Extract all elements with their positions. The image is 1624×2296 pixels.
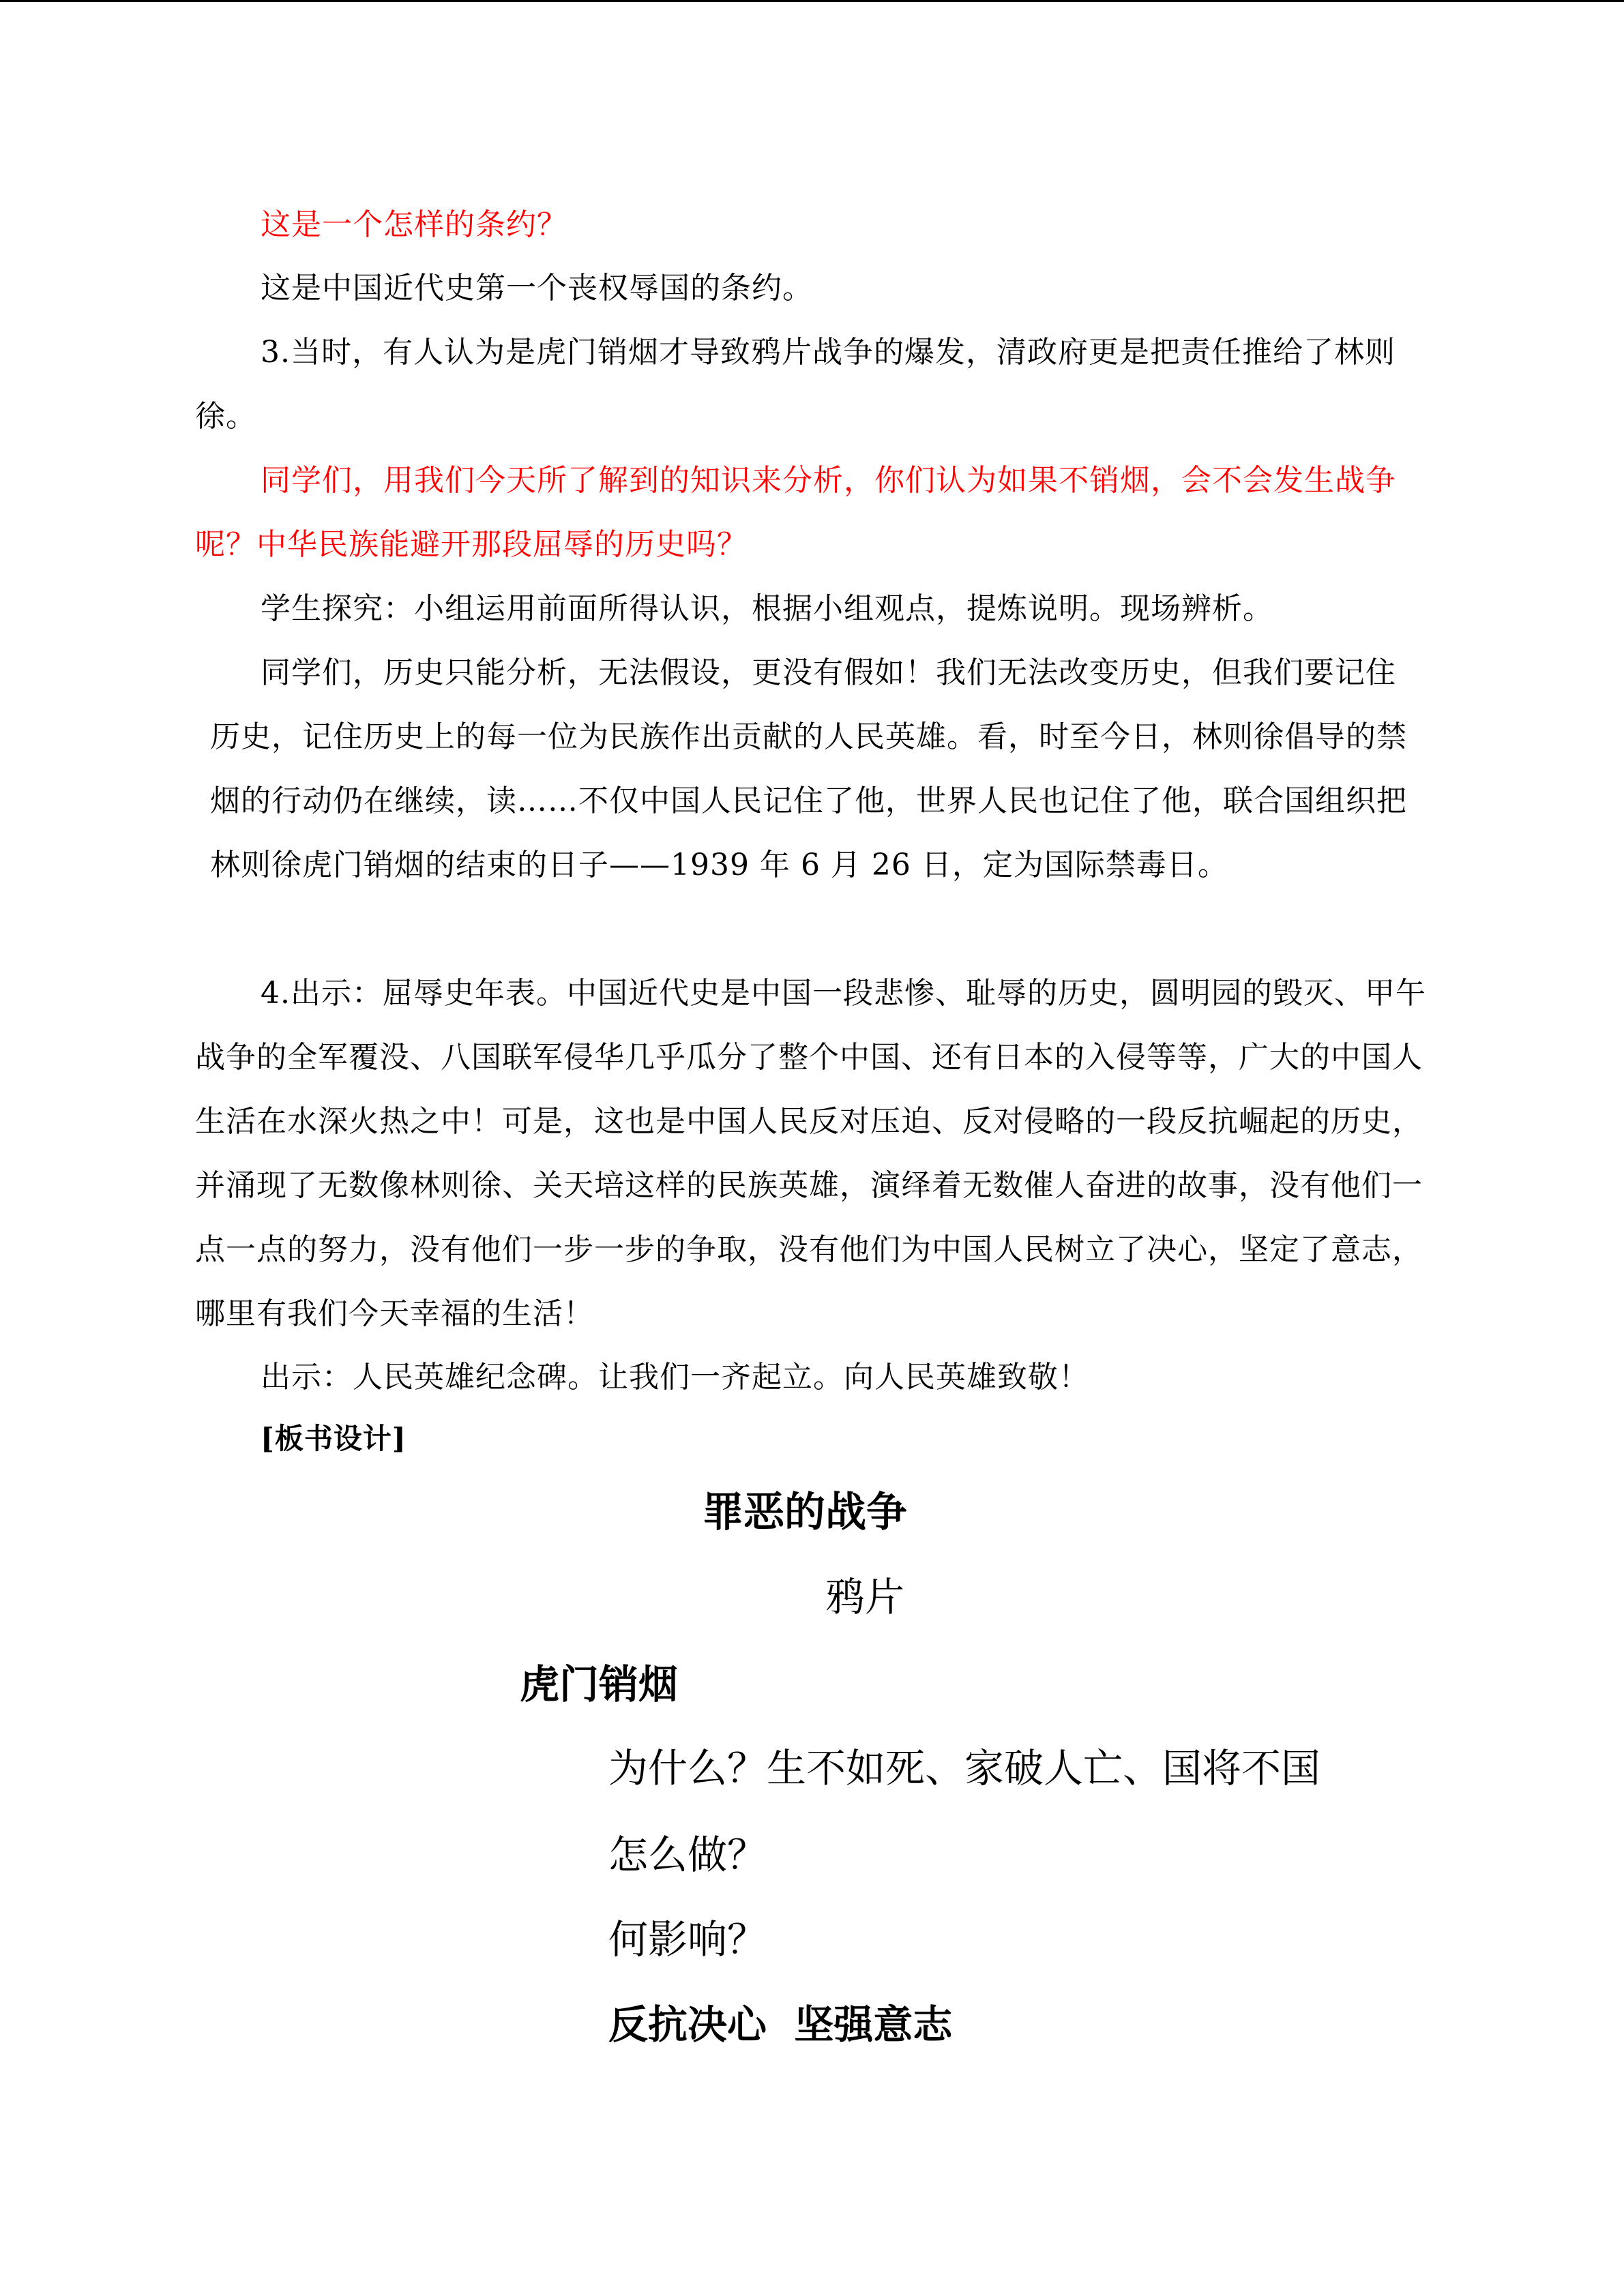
question-treaty: 这是一个怎样的条约？ — [261, 207, 567, 242]
board-why: 为什么？生不如死、家破人亡、国将不国 — [608, 1745, 1321, 1791]
question-analysis: 同学们，用我们今天所了解到的知识来分析，你们认为如果不销烟，会不会发生战争呢？中华民族能避开那段屈辱的历史吗？ — [195, 463, 1396, 562]
point-3-paragraph: 3.当时，有人认为是虎门销烟才导致鸦片战争的爆发，清政府更是把责任推给了林则徐。 — [195, 335, 1396, 434]
answer-treaty: 这是中国近代史第一个丧权辱国的条约。 — [261, 271, 813, 305]
board-conclusion: 反抗决心 坚强意志 — [608, 2001, 953, 2048]
board-topic: 虎门销烟 — [520, 1661, 679, 1708]
page-top-border — [0, 0, 1624, 2]
board-subtitle: 鸦片 — [825, 1574, 905, 1620]
board-title: 罪恶的战争 — [703, 1489, 907, 1536]
point-4-paragraph: 4.出示：屈辱史年表。中国近代史是中国一段悲惨、耻辱的历史，圆明园的毁灭、甲午战争的全军覆没、八国联军侵华几乎瓜分了整个中国、还有日本的入侵等等，广大的中国人生活在水深火热之中！可是，这也是中国人民反对压迫、反对侵略的一段反抗崛起的历史，并涌现了无数像林则徐、关天培这样的民族英雄，演绎着无数催人奋进的故事，没有他们一点一点的努力，没有他们一步一步的争取，没有他们为中国人民树立了决心，坚定了意志，哪里有我们今天幸福的生活！ — [195, 976, 1426, 1331]
student-inquiry: 学生探究：小组运用前面所得认识，根据小组观点，提炼说明。现场辨析。 — [261, 591, 1273, 626]
board-design-heading: [板书设计] — [261, 1422, 407, 1455]
show-monument: 出示：人民英雄纪念碑。让我们一齐起立。向人民英雄致敬！ — [261, 1360, 1089, 1395]
history-paragraph: 同学们，历史只能分析，无法假设，更没有假如！我们无法改变历史，但我们要记住历史，记住历史上的每一位为民族作出贡献的人民英雄。看，时至今日，林则徐倡导的禁烟的行动仍在继续，读……不仅中国人民记住了他，世界人民也记住了他，联合国组织把林则徐虎门销烟的结束的日子——1939 年 6 月 26 日，定为国际禁毒日。 — [210, 655, 1407, 882]
board-how: 怎么做？ — [608, 1832, 767, 1878]
board-effect: 何影响？ — [608, 1916, 767, 1963]
